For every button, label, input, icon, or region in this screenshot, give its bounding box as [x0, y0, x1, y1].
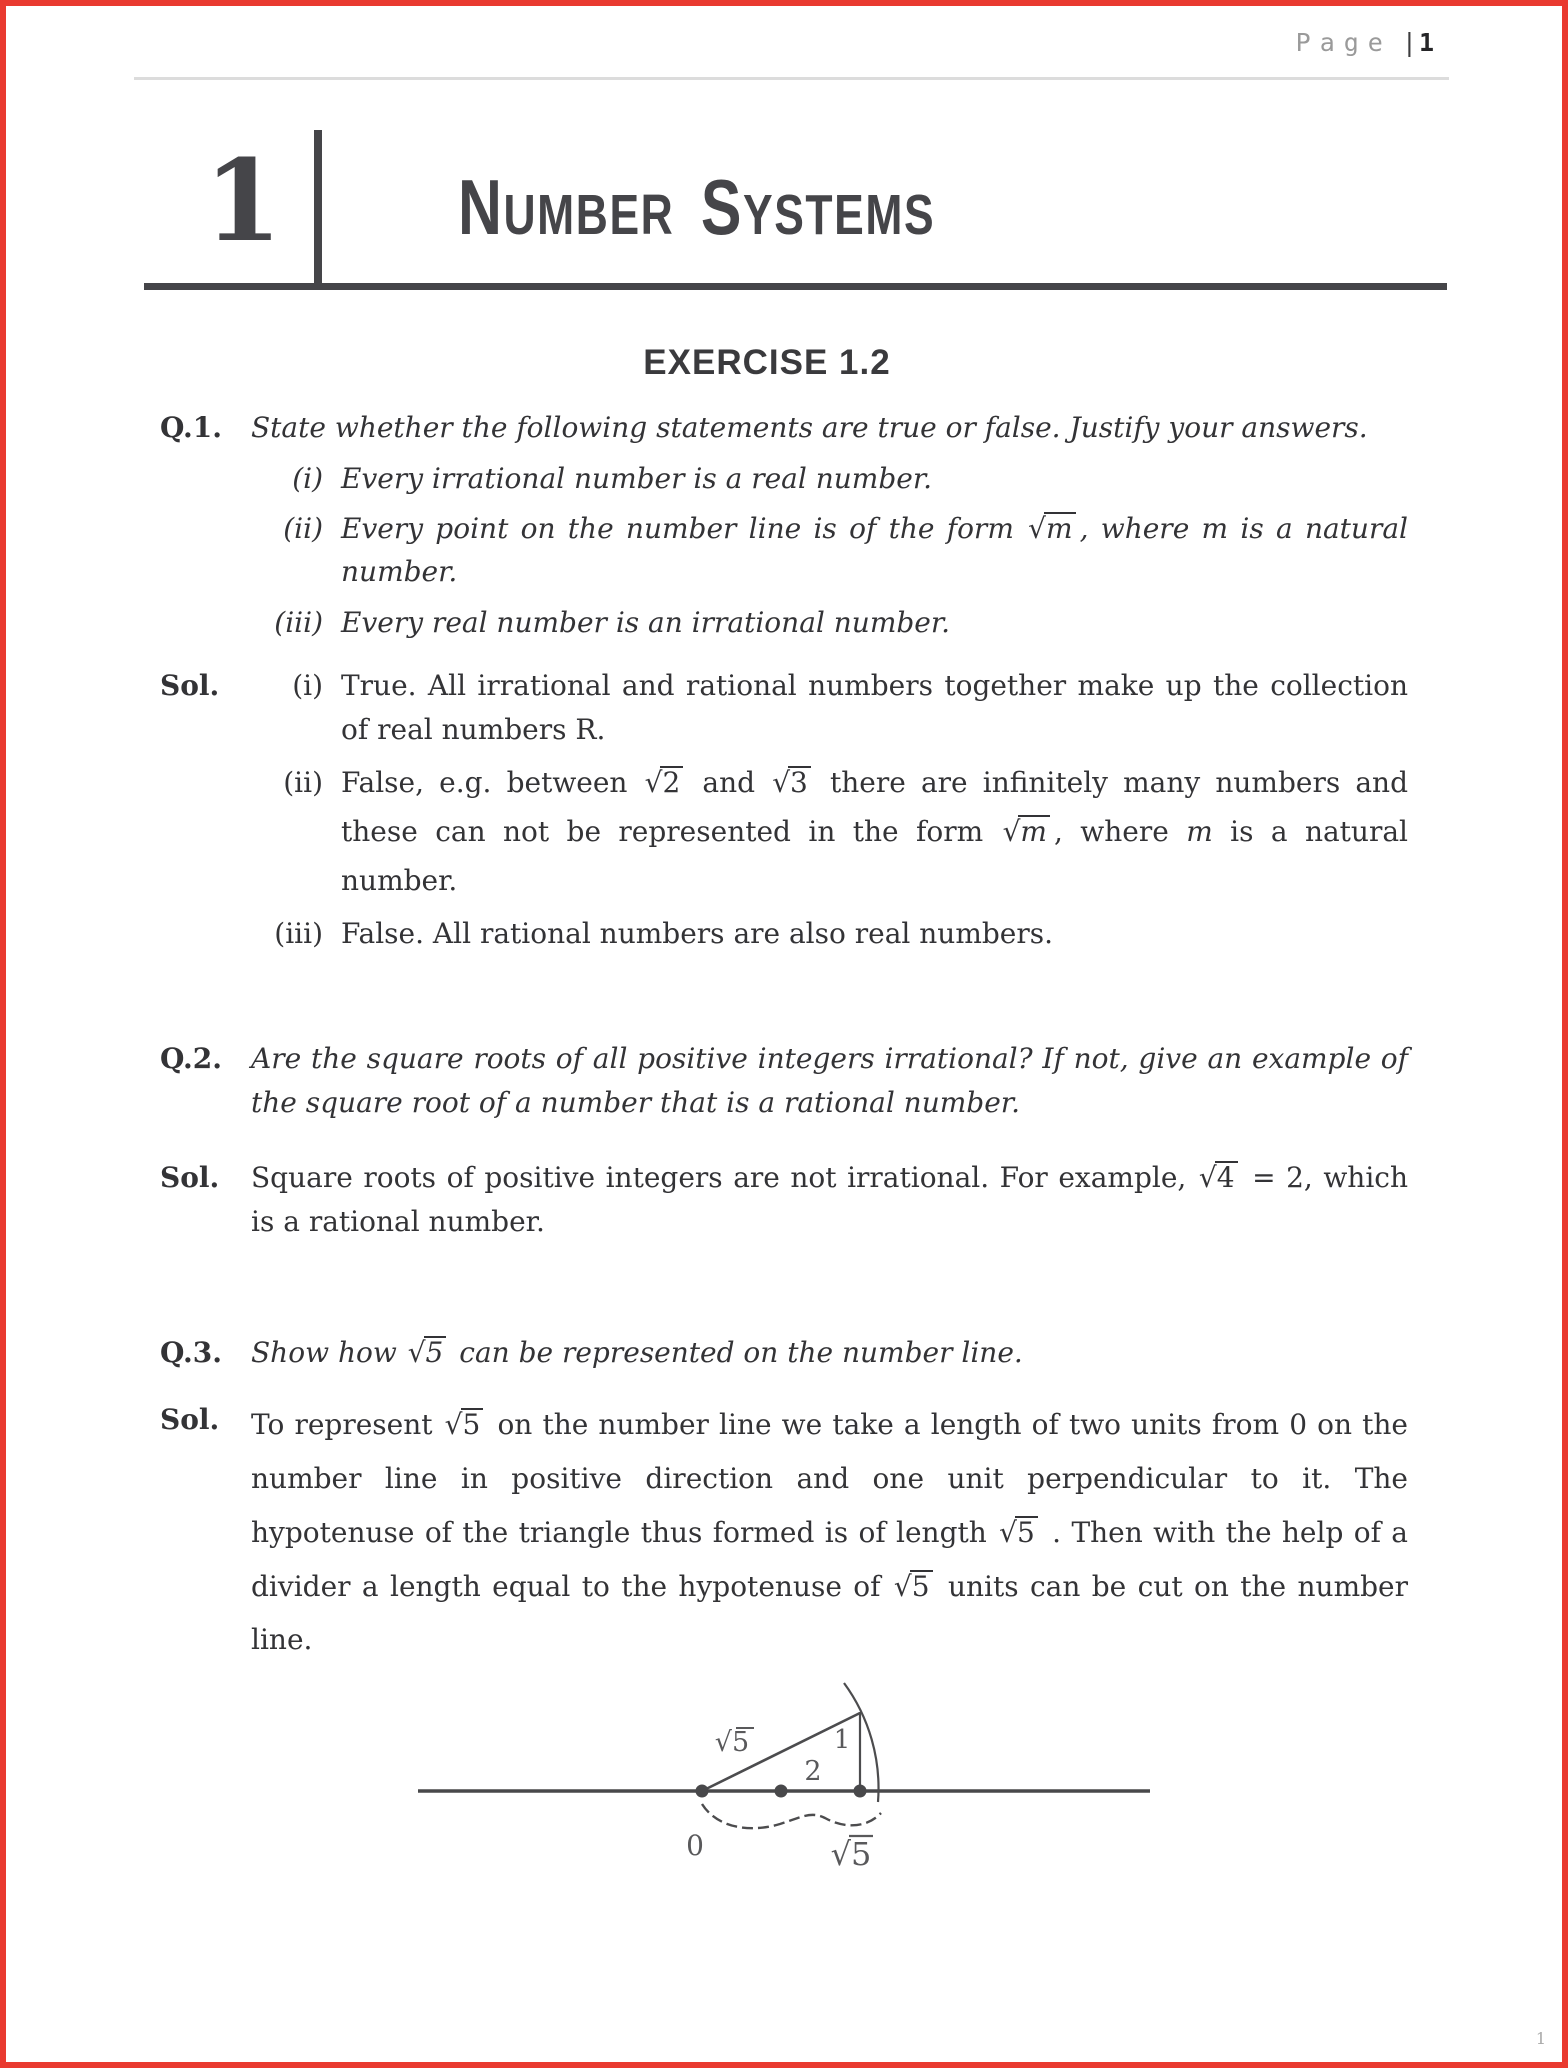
text-segment: Every point on the number line is of the form: [341, 512, 1027, 546]
list-item: [251, 507, 1408, 594]
title-rest: UMBER: [503, 183, 675, 247]
vertical-side-label: 1: [833, 1725, 851, 1756]
list-item: [251, 912, 1408, 955]
radicand: 3: [788, 766, 811, 797]
page-content: [146, 336, 1408, 1909]
question-text: Are the square roots of all positive integers irrational? If not, give an example of the square root of a number that is a rational number.: [251, 1042, 1408, 1119]
text-segment: can be represented on the number line.: [450, 1335, 1023, 1369]
list-item: [251, 601, 1408, 644]
solution-body: [251, 1156, 1408, 1243]
sqrt-expression: [1028, 507, 1075, 550]
question-label: Q.2.: [160, 1042, 222, 1076]
radical-sign: √: [999, 1515, 1017, 1549]
corner-artifact-mark: 1: [1535, 2029, 1546, 2048]
solution-label: Sol.: [160, 1403, 220, 1437]
title-rest: YSTEMS: [742, 183, 936, 247]
item-text: [341, 507, 1408, 594]
text-segment: Show how: [251, 1335, 406, 1369]
radical-sign: √: [407, 1335, 426, 1369]
question-body: [251, 1331, 1408, 1374]
title-initial: N: [458, 163, 504, 251]
radical-sign: √: [444, 1408, 463, 1442]
number-line-figure: [414, 1681, 1156, 1909]
radicand: 5: [424, 1336, 447, 1367]
sqrt-expression: [645, 758, 684, 807]
exercise-title: EXERCISE 1.2: [643, 343, 891, 382]
text-segment: is a natural number.: [341, 814, 1408, 897]
question-body: [251, 1037, 1408, 1124]
figure-svg: [414, 1681, 1156, 1909]
solution-text: [251, 1398, 1408, 1667]
chapter-divider-bar: [314, 130, 322, 290]
item-text: Every irrational number is a real number.: [341, 461, 933, 495]
question-label: Q.1.: [160, 411, 222, 445]
item-number: (i): [292, 669, 323, 703]
item-number: (i): [292, 461, 323, 495]
question-text: [251, 1331, 1408, 1374]
radicand: m: [1018, 815, 1050, 846]
question-label: Q.3.: [160, 1335, 222, 1369]
length-brace: [702, 1804, 881, 1828]
hypotenuse-label: √5: [714, 1727, 750, 1759]
radical-sign: √: [893, 1569, 912, 1603]
solution-3: [146, 1398, 1408, 1667]
sqrt-expression: [999, 1506, 1038, 1560]
radical-sign: √: [644, 765, 663, 799]
chapter-title: [458, 163, 936, 251]
text-segment: , where: [1053, 814, 1187, 848]
page-header: [1296, 28, 1434, 58]
sqrt-expression: [772, 758, 811, 807]
question-body: [251, 406, 1408, 644]
item-number: (iii): [274, 916, 323, 950]
list-item: [251, 457, 1408, 500]
list-item: [251, 664, 1408, 751]
radicand: 5: [461, 1408, 484, 1439]
text-segment: units can be cut on the number line.: [251, 1569, 1408, 1657]
page-header-divider: |: [1401, 28, 1417, 57]
radical-sign: √: [1028, 512, 1046, 546]
radical-sign: √: [772, 765, 791, 799]
radical-sign: √: [1002, 814, 1021, 848]
radicand: 2: [660, 766, 683, 797]
solution-text: [251, 1156, 1408, 1243]
chapter-number: 1: [204, 136, 282, 267]
item-number: (ii): [283, 765, 323, 799]
radicand: 4: [1215, 1161, 1238, 1192]
solution-1: [146, 664, 1408, 955]
question-1: [146, 406, 1408, 644]
item-number: (ii): [283, 512, 323, 546]
text-segment: Square roots of positive integers are not irrational. For example,: [251, 1161, 1197, 1195]
page-number: 1: [1418, 28, 1434, 57]
item-text: Every real number is an irrational number.: [341, 605, 951, 639]
base-label: 2: [804, 1756, 822, 1788]
origin-label: 0: [686, 1829, 704, 1863]
sqrt-expression: [445, 1398, 484, 1452]
item-text: True. All irrational and rational numbers together make up the collection of real numbers R.: [341, 669, 1408, 746]
text-segment: False, e.g. between: [341, 765, 643, 799]
text-segment: To represent: [251, 1408, 443, 1442]
text-segment: on the number line we take a length of two units from 0 on the number line in positive direction and one unit perpendicular to it. The hypotenuse of the triangle thus formed is of length: [251, 1408, 1408, 1549]
solution-label: Sol.: [160, 1161, 220, 1195]
text-segment: , where m is a natural number.: [341, 512, 1408, 589]
question-2: [146, 1037, 1408, 1124]
point-zero: [696, 1785, 709, 1798]
sqrt-expression: [1003, 807, 1050, 856]
sqrt-expression: [408, 1331, 447, 1374]
chapter-rule: [144, 283, 1447, 290]
sqrt-expression: [1199, 1156, 1238, 1199]
header-rule: [134, 77, 1449, 80]
item-text: False. All rational numbers are also real numbers.: [341, 916, 1054, 950]
title-initial: S: [700, 163, 743, 251]
text-segment: . Then with the help of a divider a length equal to the hypotenuse of: [251, 1515, 1408, 1603]
radicand: 5: [1015, 1516, 1038, 1547]
text-segment: = 2, which is a rational number.: [251, 1161, 1408, 1238]
point-two: [854, 1785, 867, 1798]
radical-sign: √: [1198, 1161, 1217, 1195]
solution-label: Sol.: [160, 669, 220, 703]
brace-label: √5: [830, 1835, 872, 1874]
text-segment: and: [687, 765, 771, 799]
solution-2: [146, 1156, 1408, 1243]
math-variable: m: [1186, 814, 1213, 848]
chapter-title-word: [458, 163, 675, 251]
item-number: (iii): [274, 605, 323, 639]
point-one: [775, 1785, 788, 1798]
radicand: 5: [910, 1570, 933, 1601]
question-text: State whether the following statements are true or false. Justify your answers.: [251, 411, 1368, 445]
solution-body: [251, 1398, 1408, 1667]
solution-body: [251, 664, 1408, 955]
item-text: [341, 758, 1408, 905]
chapter-title-word: [700, 163, 936, 251]
text-segment: there are infinitely many numbers and these can not be represented in the form: [341, 765, 1408, 848]
list-item: [251, 758, 1408, 905]
radicand: m: [1044, 512, 1076, 543]
sqrt-expression: [894, 1560, 933, 1614]
page-header-label: Page: [1295, 28, 1392, 57]
question-3: [146, 1331, 1408, 1374]
